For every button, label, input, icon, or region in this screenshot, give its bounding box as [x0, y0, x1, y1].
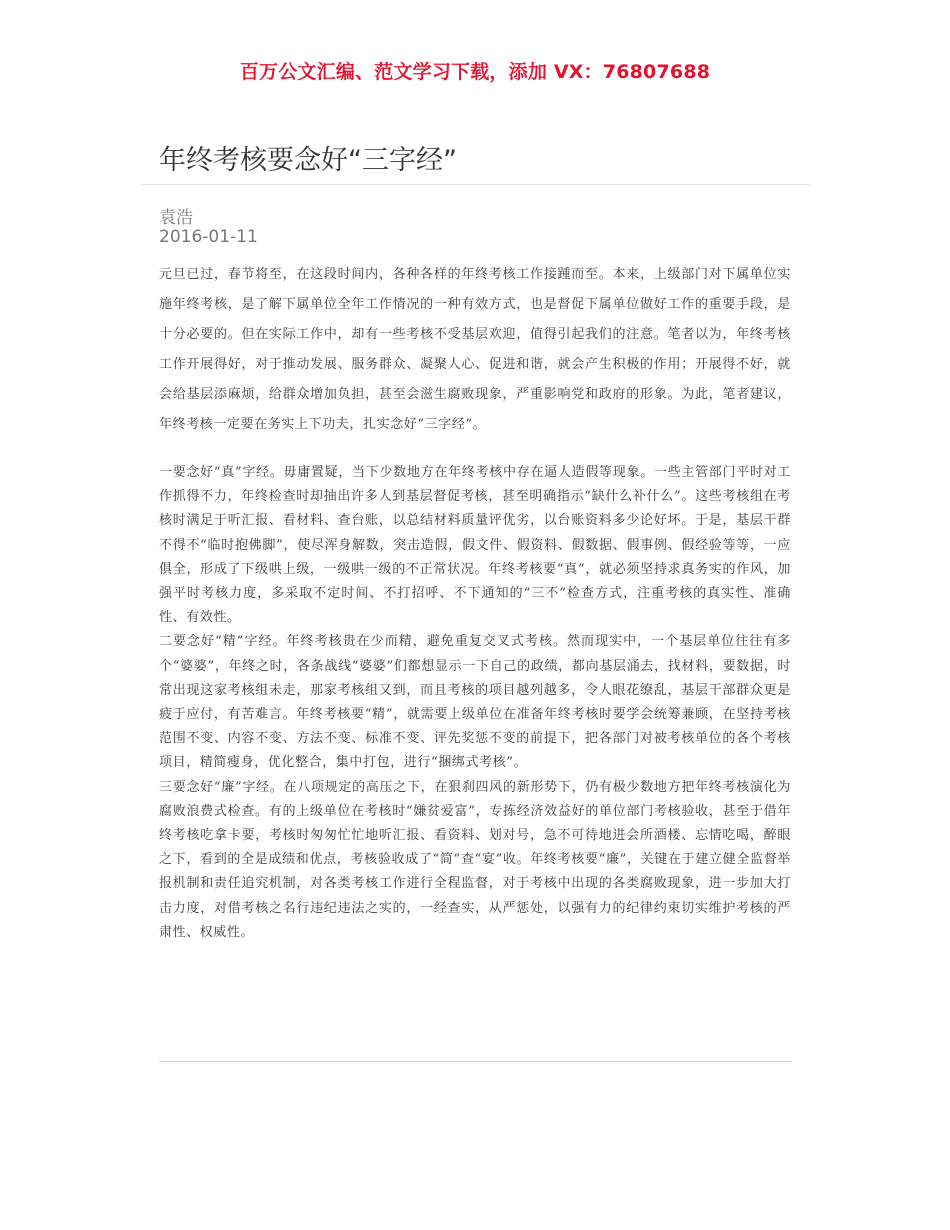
article-body — [159, 260, 791, 945]
article-title: 年终考核要念好“三字经” — [159, 145, 457, 176]
promo-banner: 百万公文汇编、范文学习下载，添加 VX：76807688 — [239, 61, 711, 83]
paragraph-zhen: 一要念好“真”字经。毋庸置疑，当下少数地方在年终考核中存在逼人造假等现象。一些主管部门平时对工作抓得不力，年终检查时却抽出许多人到基层督促考核，甚至明确指示“缺什么补什么”。这些考核组在考核时满足于听汇报、看材料、查台账，以总结材料质量评优劣，以台账资料多少论好坏。于是，基层干群不得不“临时抱佛脚”，使尽浑身解数，突击造假，假文件、假资料、假数据、假事例、假经验等等，一应俱全，形成了下级哄上级，一级哄一级的不正常状况。年终考核要“真”，就必须坚持求真务实的作风，加强平时考核力度，多采取不定时间、不打招呼、不下通知的“三不”检查方式，注重考核的真实性、准确性、有效性。 — [159, 465, 791, 626]
paragraph-lian: 三要念好“廉”字经。在八项规定的高压之下，在狠刹四风的新形势下，仍有极少数地方把年终考核演化为腐败浪费式检查。有的上级单位在考核时“嫌贫爱富”，专拣经济效益好的单位部门考核验收，甚至于借年终考核吃拿卡要，考核时匆匆忙忙地听汇报、看资料、划对号，急不可待地进会所酒楼、忘情吃喝，醉眼之下，看到的全是成绩和优点，考核验收成了“简”查“宴”收。年终考核要“廉”，关键在于建立健全监督举报机制和责任追究机制，对各类考核工作进行全程监督，对于考核中出现的各类腐败现象，进一步加大打击力度，对借考核之名行违纪违法之实的，一经查实，从严惩处，以强有力的纪律约束切实维护考核的严肃性、权威性。 — [159, 779, 791, 940]
intro-paragraph: 元旦已过，春节将至，在这段时间内，各种各样的年终考核工作接踵而至。本来，上级部门对下属单位实施年终考核，是了解下属单位全年工作情况的一种有效方式，也是督促下属单位做好工作的重要手段，是十分必要的。但在实际工作中，却有一些考核不受基层欢迎，值得引起我们的注意。笔者以为，年终考核工作开展得好，对于推动发展、服务群众、凝聚人心、促进和谐，就会产生积极的作用；开展得不好，就会给基层添麻烦，给群众增加负担，甚至会滋生腐败现象，严重影响党和政府的形象。为此，笔者建议，年终考核一定要在务实上下功夫，扎实念好“三字经”。 — [159, 267, 791, 432]
article-author: 袁浩 — [159, 208, 193, 228]
footer-divider — [159, 1061, 791, 1062]
title-divider — [141, 184, 810, 185]
article-date: 2016-01-11 — [159, 227, 258, 247]
paragraph-jing: 二要念好“精”字经。年终考核贵在少而精，避免重复交叉式考核。然而现实中，一个基层单位往往有多个“婆婆”，年终之时，各条战线“婆婆”们都想显示一下自己的政绩，都向基层涌去，找材料，要数据，时常出现这家考核组未走，那家考核组又到，而且考核的项目越列越多，令人眼花缭乱，基层干部群众更是疲于应付，有苦难言。年终考核要“精”，就需要上级单位在准备年终考核时要学会统筹兼顾，在坚持考核范围不变、内容不变、方法不变、标准不变、评先奖惩不变的前提下，把各部门对被考核单位的各个考核项目，精简瘦身，优化整合，集中打包，进行“捆绑式考核”。 — [159, 634, 791, 771]
